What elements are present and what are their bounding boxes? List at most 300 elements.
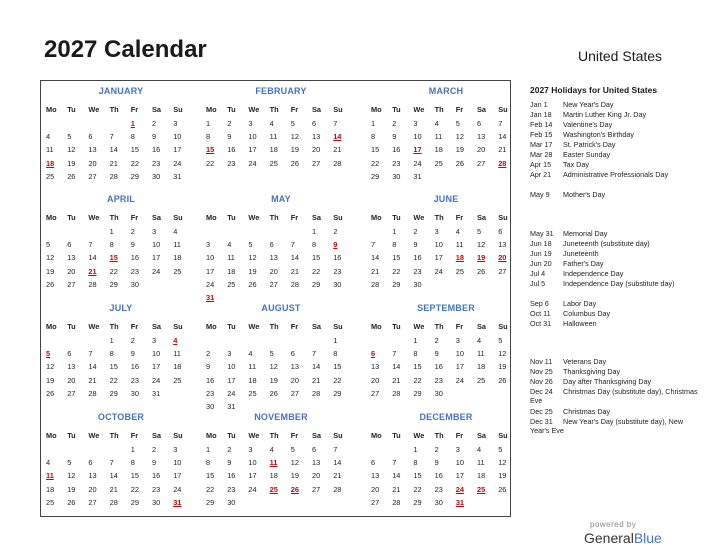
day-cell[interactable]: 13: [290, 362, 300, 372]
day-cell[interactable]: 24: [434, 266, 443, 276]
day-cell[interactable]: 19: [46, 266, 55, 276]
day-cell[interactable]: 11: [46, 145, 54, 155]
day-cell[interactable]: 3: [413, 119, 418, 128]
day-cell[interactable]: 21: [392, 375, 401, 385]
day-cell[interactable]: 8: [371, 132, 376, 142]
day-cell[interactable]: 22: [109, 375, 118, 385]
day-cell[interactable]: 25: [455, 266, 465, 276]
day-cell[interactable]: 5: [290, 445, 295, 454]
day-cell[interactable]: 24: [173, 158, 182, 168]
day-cell[interactable]: 23: [413, 266, 422, 276]
day-cell[interactable]: 20: [67, 266, 76, 276]
day-cell[interactable]: 24: [413, 158, 422, 168]
holiday-day-cell[interactable]: 28: [498, 158, 507, 168]
day-cell[interactable]: 24: [248, 484, 257, 494]
day-cell[interactable]: 7: [333, 445, 338, 454]
day-cell[interactable]: 30: [333, 279, 342, 289]
day-cell[interactable]: 11: [477, 349, 485, 359]
day-cell[interactable]: 23: [227, 158, 236, 168]
day-cell[interactable]: 30: [227, 497, 236, 507]
day-cell[interactable]: 7: [498, 119, 503, 128]
day-cell[interactable]: 14: [109, 471, 118, 481]
day-cell[interactable]: 8: [130, 132, 135, 142]
day-cell[interactable]: 17: [173, 471, 182, 481]
day-cell[interactable]: 9: [434, 458, 439, 468]
day-cell[interactable]: 25: [434, 158, 443, 168]
day-cell[interactable]: 31: [227, 402, 236, 411]
day-cell[interactable]: 16: [130, 362, 140, 372]
day-cell[interactable]: 9: [227, 458, 232, 468]
day-cell[interactable]: 3: [455, 336, 460, 345]
day-cell[interactable]: 19: [498, 471, 507, 481]
day-cell[interactable]: 15: [413, 362, 422, 372]
day-cell[interactable]: 12: [498, 458, 507, 468]
holiday-day-cell[interactable]: 31: [173, 497, 182, 507]
day-cell[interactable]: 25: [173, 266, 182, 276]
day-cell[interactable]: 27: [312, 484, 321, 494]
day-cell[interactable]: 11: [269, 132, 278, 142]
day-cell[interactable]: 10: [248, 132, 257, 142]
day-cell[interactable]: 17: [248, 145, 257, 155]
day-cell[interactable]: 4: [477, 445, 482, 454]
day-cell[interactable]: 14: [392, 362, 401, 372]
holiday-day-cell[interactable]: 6: [371, 349, 376, 359]
day-cell[interactable]: 9: [434, 349, 439, 359]
day-cell[interactable]: 9: [130, 349, 135, 359]
day-cell[interactable]: 24: [206, 279, 215, 289]
day-cell[interactable]: 26: [290, 158, 300, 168]
holiday-day-cell[interactable]: 24: [455, 484, 465, 494]
day-cell[interactable]: 23: [434, 375, 443, 385]
day-cell[interactable]: 27: [371, 497, 380, 507]
day-cell[interactable]: 22: [392, 266, 401, 276]
day-cell[interactable]: 7: [88, 349, 93, 359]
day-cell[interactable]: 28: [109, 497, 118, 507]
day-cell[interactable]: 29: [109, 279, 118, 289]
day-cell[interactable]: 19: [67, 484, 76, 494]
day-cell[interactable]: 26: [248, 279, 257, 289]
day-cell[interactable]: 7: [109, 132, 114, 142]
day-cell[interactable]: 7: [290, 240, 295, 250]
day-cell[interactable]: 24: [173, 484, 182, 494]
day-cell[interactable]: 10: [206, 253, 215, 263]
day-cell[interactable]: 27: [269, 279, 278, 289]
day-cell[interactable]: 22: [371, 158, 380, 168]
day-cell[interactable]: 6: [67, 240, 72, 250]
day-cell[interactable]: 8: [413, 349, 418, 359]
day-cell[interactable]: 22: [206, 158, 215, 168]
day-cell[interactable]: 4: [46, 132, 51, 142]
day-cell[interactable]: 3: [152, 227, 157, 236]
day-cell[interactable]: 16: [333, 253, 342, 263]
day-cell[interactable]: 8: [206, 132, 211, 142]
day-cell[interactable]: 15: [130, 471, 140, 481]
day-cell[interactable]: 15: [392, 253, 401, 263]
day-cell[interactable]: 5: [67, 132, 72, 142]
day-cell[interactable]: 12: [455, 132, 465, 142]
day-cell[interactable]: 4: [173, 227, 178, 236]
day-cell[interactable]: 7: [333, 119, 338, 128]
day-cell[interactable]: 23: [392, 158, 401, 168]
day-cell[interactable]: 16: [392, 145, 401, 155]
day-cell[interactable]: 19: [248, 266, 257, 276]
day-cell[interactable]: 1: [206, 445, 211, 454]
day-cell[interactable]: 6: [290, 349, 295, 359]
day-cell[interactable]: 25: [248, 388, 257, 398]
day-cell[interactable]: 18: [46, 484, 55, 494]
day-cell[interactable]: 1: [130, 445, 135, 454]
day-cell[interactable]: 25: [477, 375, 486, 385]
day-cell[interactable]: 28: [333, 484, 342, 494]
holiday-day-cell[interactable]: 5: [46, 349, 51, 359]
day-cell[interactable]: 11: [434, 132, 443, 142]
day-cell[interactable]: 17: [455, 362, 465, 372]
day-cell[interactable]: 9: [152, 458, 157, 468]
day-cell[interactable]: 27: [312, 158, 321, 168]
day-cell[interactable]: 9: [152, 132, 157, 142]
day-cell[interactable]: 29: [130, 497, 140, 507]
day-cell[interactable]: 21: [312, 375, 321, 385]
holiday-day-cell[interactable]: 1: [130, 119, 135, 128]
day-cell[interactable]: 21: [333, 145, 342, 155]
day-cell[interactable]: 14: [109, 145, 118, 155]
day-cell[interactable]: 7: [392, 349, 397, 359]
day-cell[interactable]: 19: [290, 471, 300, 481]
day-cell[interactable]: 2: [434, 336, 439, 345]
day-cell[interactable]: 26: [46, 279, 55, 289]
day-cell[interactable]: 25: [173, 375, 182, 385]
day-cell[interactable]: 21: [88, 375, 97, 385]
day-cell[interactable]: 28: [88, 279, 97, 289]
day-cell[interactable]: 11: [455, 240, 464, 250]
day-cell[interactable]: 18: [269, 471, 278, 481]
day-cell[interactable]: 1: [392, 227, 397, 236]
day-cell[interactable]: 13: [67, 362, 76, 372]
holiday-day-cell[interactable]: 25: [477, 484, 486, 494]
day-cell[interactable]: 28: [333, 158, 342, 168]
day-cell[interactable]: 8: [312, 240, 317, 250]
day-cell[interactable]: 6: [67, 349, 72, 359]
day-cell[interactable]: 10: [434, 240, 443, 250]
holiday-day-cell[interactable]: 25: [269, 484, 278, 494]
day-cell[interactable]: 18: [477, 471, 486, 481]
day-cell[interactable]: 1: [371, 119, 376, 128]
day-cell[interactable]: 28: [371, 279, 380, 289]
day-cell[interactable]: 5: [455, 119, 460, 128]
day-cell[interactable]: 9: [392, 132, 397, 142]
day-cell[interactable]: 26: [455, 158, 465, 168]
day-cell[interactable]: 2: [434, 445, 439, 454]
day-cell[interactable]: 28: [88, 388, 97, 398]
day-cell[interactable]: 23: [130, 375, 140, 385]
day-cell[interactable]: 7: [312, 349, 317, 359]
day-cell[interactable]: 10: [152, 240, 161, 250]
day-cell[interactable]: 29: [333, 388, 342, 398]
day-cell[interactable]: 15: [312, 253, 321, 263]
day-cell[interactable]: 10: [152, 349, 161, 359]
day-cell[interactable]: 1: [109, 227, 114, 236]
day-cell[interactable]: 14: [88, 253, 97, 263]
day-cell[interactable]: 10: [413, 132, 422, 142]
day-cell[interactable]: 27: [88, 171, 97, 181]
day-cell[interactable]: 3: [455, 445, 460, 454]
day-cell[interactable]: 2: [413, 227, 418, 236]
day-cell[interactable]: 29: [413, 497, 422, 507]
day-cell[interactable]: 16: [434, 471, 443, 481]
day-cell[interactable]: 6: [498, 227, 503, 236]
day-cell[interactable]: 4: [227, 240, 232, 250]
day-cell[interactable]: 30: [152, 497, 161, 507]
day-cell[interactable]: 22: [206, 484, 215, 494]
day-cell[interactable]: 30: [152, 171, 161, 181]
day-cell[interactable]: 14: [371, 253, 380, 263]
day-cell[interactable]: 12: [67, 145, 76, 155]
holiday-day-cell[interactable]: 26: [290, 484, 300, 494]
day-cell[interactable]: 19: [455, 145, 465, 155]
day-cell[interactable]: 10: [173, 458, 182, 468]
day-cell[interactable]: 18: [477, 362, 486, 372]
day-cell[interactable]: 18: [173, 253, 182, 263]
day-cell[interactable]: 10: [227, 362, 236, 372]
day-cell[interactable]: 3: [434, 227, 439, 236]
day-cell[interactable]: 1: [312, 227, 317, 236]
day-cell[interactable]: 1: [206, 119, 211, 128]
day-cell[interactable]: 11: [248, 362, 257, 372]
holiday-day-cell[interactable]: 20: [498, 253, 507, 263]
day-cell[interactable]: 24: [152, 375, 161, 385]
day-cell[interactable]: 20: [269, 266, 278, 276]
day-cell[interactable]: 22: [109, 266, 118, 276]
holiday-day-cell[interactable]: 17: [413, 145, 422, 155]
day-cell[interactable]: 31: [173, 171, 182, 181]
day-cell[interactable]: 17: [434, 253, 443, 263]
day-cell[interactable]: 27: [88, 497, 97, 507]
day-cell[interactable]: 28: [109, 171, 118, 181]
day-cell[interactable]: 14: [498, 132, 507, 142]
day-cell[interactable]: 9: [227, 132, 232, 142]
day-cell[interactable]: 20: [290, 375, 300, 385]
day-cell[interactable]: 4: [477, 336, 482, 345]
day-cell[interactable]: 23: [152, 484, 161, 494]
day-cell[interactable]: 10: [455, 349, 465, 359]
day-cell[interactable]: 3: [248, 445, 253, 454]
day-cell[interactable]: 21: [392, 484, 401, 494]
day-cell[interactable]: 24: [152, 266, 161, 276]
day-cell[interactable]: 9: [413, 240, 418, 250]
day-cell[interactable]: 10: [455, 458, 465, 468]
day-cell[interactable]: 26: [46, 388, 55, 398]
day-cell[interactable]: 17: [206, 266, 215, 276]
day-cell[interactable]: 10: [248, 458, 257, 468]
day-cell[interactable]: 21: [109, 484, 118, 494]
day-cell[interactable]: 3: [152, 336, 157, 345]
day-cell[interactable]: 20: [312, 145, 321, 155]
day-cell[interactable]: 30: [434, 388, 443, 398]
day-cell[interactable]: 15: [333, 362, 342, 372]
day-cell[interactable]: 12: [46, 253, 55, 263]
day-cell[interactable]: 19: [290, 145, 300, 155]
day-cell[interactable]: 16: [413, 253, 422, 263]
day-cell[interactable]: 22: [413, 484, 422, 494]
day-cell[interactable]: 9: [206, 362, 211, 372]
day-cell[interactable]: 12: [269, 362, 278, 372]
day-cell[interactable]: 30: [130, 388, 140, 398]
day-cell[interactable]: 4: [269, 119, 274, 128]
day-cell[interactable]: 1: [413, 336, 418, 345]
day-cell[interactable]: 6: [88, 458, 93, 468]
holiday-day-cell[interactable]: 18: [46, 158, 55, 168]
day-cell[interactable]: 2: [152, 445, 157, 454]
day-cell[interactable]: 15: [206, 471, 215, 481]
day-cell[interactable]: 17: [173, 145, 182, 155]
day-cell[interactable]: 26: [67, 171, 76, 181]
day-cell[interactable]: 7: [88, 240, 93, 250]
day-cell[interactable]: 23: [206, 388, 215, 398]
holiday-day-cell[interactable]: 4: [173, 336, 178, 345]
day-cell[interactable]: 5: [248, 240, 253, 250]
day-cell[interactable]: 5: [46, 240, 51, 250]
day-cell[interactable]: 3: [173, 445, 178, 454]
day-cell[interactable]: 2: [130, 336, 135, 345]
day-cell[interactable]: 16: [227, 145, 236, 155]
day-cell[interactable]: 24: [455, 375, 465, 385]
day-cell[interactable]: 1: [109, 336, 114, 345]
day-cell[interactable]: 20: [477, 145, 486, 155]
day-cell[interactable]: 26: [269, 388, 278, 398]
day-cell[interactable]: 7: [371, 240, 376, 250]
day-cell[interactable]: 15: [109, 362, 118, 372]
day-cell[interactable]: 19: [46, 375, 55, 385]
day-cell[interactable]: 6: [477, 119, 482, 128]
day-cell[interactable]: 17: [152, 253, 161, 263]
day-cell[interactable]: 28: [392, 497, 401, 507]
day-cell[interactable]: 27: [67, 279, 76, 289]
day-cell[interactable]: 10: [173, 132, 182, 142]
holiday-day-cell[interactable]: 14: [333, 132, 342, 142]
holiday-day-cell[interactable]: 21: [88, 266, 97, 276]
day-cell[interactable]: 22: [130, 158, 140, 168]
day-cell[interactable]: 14: [312, 362, 321, 372]
day-cell[interactable]: 29: [206, 497, 215, 507]
holiday-day-cell[interactable]: 15: [109, 253, 118, 263]
day-cell[interactable]: 4: [455, 227, 460, 236]
day-cell[interactable]: 30: [206, 402, 215, 411]
day-cell[interactable]: 17: [152, 362, 161, 372]
day-cell[interactable]: 5: [498, 336, 503, 345]
day-cell[interactable]: 13: [312, 458, 321, 468]
day-cell[interactable]: 13: [498, 240, 507, 250]
day-cell[interactable]: 18: [434, 145, 443, 155]
day-cell[interactable]: 14: [290, 253, 300, 263]
day-cell[interactable]: 6: [88, 132, 93, 142]
day-cell[interactable]: 13: [67, 253, 76, 263]
day-cell[interactable]: 26: [498, 484, 507, 494]
day-cell[interactable]: 25: [46, 171, 55, 181]
day-cell[interactable]: 12: [46, 362, 55, 372]
day-cell[interactable]: 20: [371, 375, 380, 385]
day-cell[interactable]: 2: [333, 227, 338, 236]
day-cell[interactable]: 29: [371, 171, 380, 181]
day-cell[interactable]: 8: [109, 349, 114, 359]
day-cell[interactable]: 6: [269, 240, 274, 250]
day-cell[interactable]: 20: [312, 471, 321, 481]
day-cell[interactable]: 19: [269, 375, 278, 385]
day-cell[interactable]: 23: [130, 266, 140, 276]
day-cell[interactable]: 4: [248, 349, 253, 359]
day-cell[interactable]: 19: [498, 362, 507, 372]
day-cell[interactable]: 5: [477, 227, 482, 236]
day-cell[interactable]: 3: [206, 240, 211, 250]
day-cell[interactable]: 17: [455, 471, 465, 481]
day-cell[interactable]: 11: [173, 240, 181, 250]
day-cell[interactable]: 21: [290, 266, 300, 276]
day-cell[interactable]: 27: [290, 388, 300, 398]
day-cell[interactable]: 25: [46, 497, 55, 507]
day-cell[interactable]: 2: [130, 227, 135, 236]
day-cell[interactable]: 30: [392, 171, 401, 181]
day-cell[interactable]: 25: [269, 158, 278, 168]
day-cell[interactable]: 18: [227, 266, 236, 276]
day-cell[interactable]: 13: [269, 253, 278, 263]
holiday-day-cell[interactable]: 31: [455, 497, 465, 507]
day-cell[interactable]: 18: [248, 375, 257, 385]
day-cell[interactable]: 29: [130, 171, 140, 181]
day-cell[interactable]: 16: [130, 253, 140, 263]
day-cell[interactable]: 23: [152, 158, 161, 168]
day-cell[interactable]: 28: [392, 388, 401, 398]
day-cell[interactable]: 31: [413, 171, 422, 181]
day-cell[interactable]: 6: [371, 458, 376, 468]
day-cell[interactable]: 2: [227, 445, 232, 454]
day-cell[interactable]: 30: [434, 497, 443, 507]
day-cell[interactable]: 19: [67, 158, 76, 168]
holiday-day-cell[interactable]: 31: [206, 293, 215, 302]
day-cell[interactable]: 23: [227, 484, 236, 494]
day-cell[interactable]: 12: [67, 471, 76, 481]
day-cell[interactable]: 5: [269, 349, 274, 359]
day-cell[interactable]: 13: [88, 471, 97, 481]
day-cell[interactable]: 7: [109, 458, 114, 468]
day-cell[interactable]: 20: [88, 484, 97, 494]
day-cell[interactable]: 29: [109, 388, 118, 398]
holiday-day-cell[interactable]: 15: [206, 145, 215, 155]
day-cell[interactable]: 5: [290, 119, 295, 128]
day-cell[interactable]: 27: [67, 388, 76, 398]
day-cell[interactable]: 2: [227, 119, 232, 128]
day-cell[interactable]: 1: [413, 445, 418, 454]
day-cell[interactable]: 11: [173, 349, 181, 359]
day-cell[interactable]: 8: [130, 458, 135, 468]
day-cell[interactable]: 23: [333, 266, 342, 276]
day-cell[interactable]: 28: [312, 388, 321, 398]
day-cell[interactable]: 20: [88, 158, 97, 168]
day-cell[interactable]: 13: [477, 132, 486, 142]
day-cell[interactable]: 29: [392, 279, 401, 289]
day-cell[interactable]: 21: [498, 145, 507, 155]
day-cell[interactable]: 26: [498, 375, 507, 385]
day-cell[interactable]: 24: [248, 158, 257, 168]
day-cell[interactable]: 26: [477, 266, 486, 276]
day-cell[interactable]: 6: [312, 119, 317, 128]
day-cell[interactable]: 20: [371, 484, 380, 494]
holiday-day-cell[interactable]: 9: [333, 240, 338, 250]
day-cell[interactable]: 25: [227, 279, 236, 289]
day-cell[interactable]: 12: [290, 132, 300, 142]
day-cell[interactable]: 1: [333, 336, 338, 345]
day-cell[interactable]: 5: [498, 445, 503, 454]
day-cell[interactable]: 13: [88, 145, 97, 155]
day-cell[interactable]: 22: [312, 266, 321, 276]
